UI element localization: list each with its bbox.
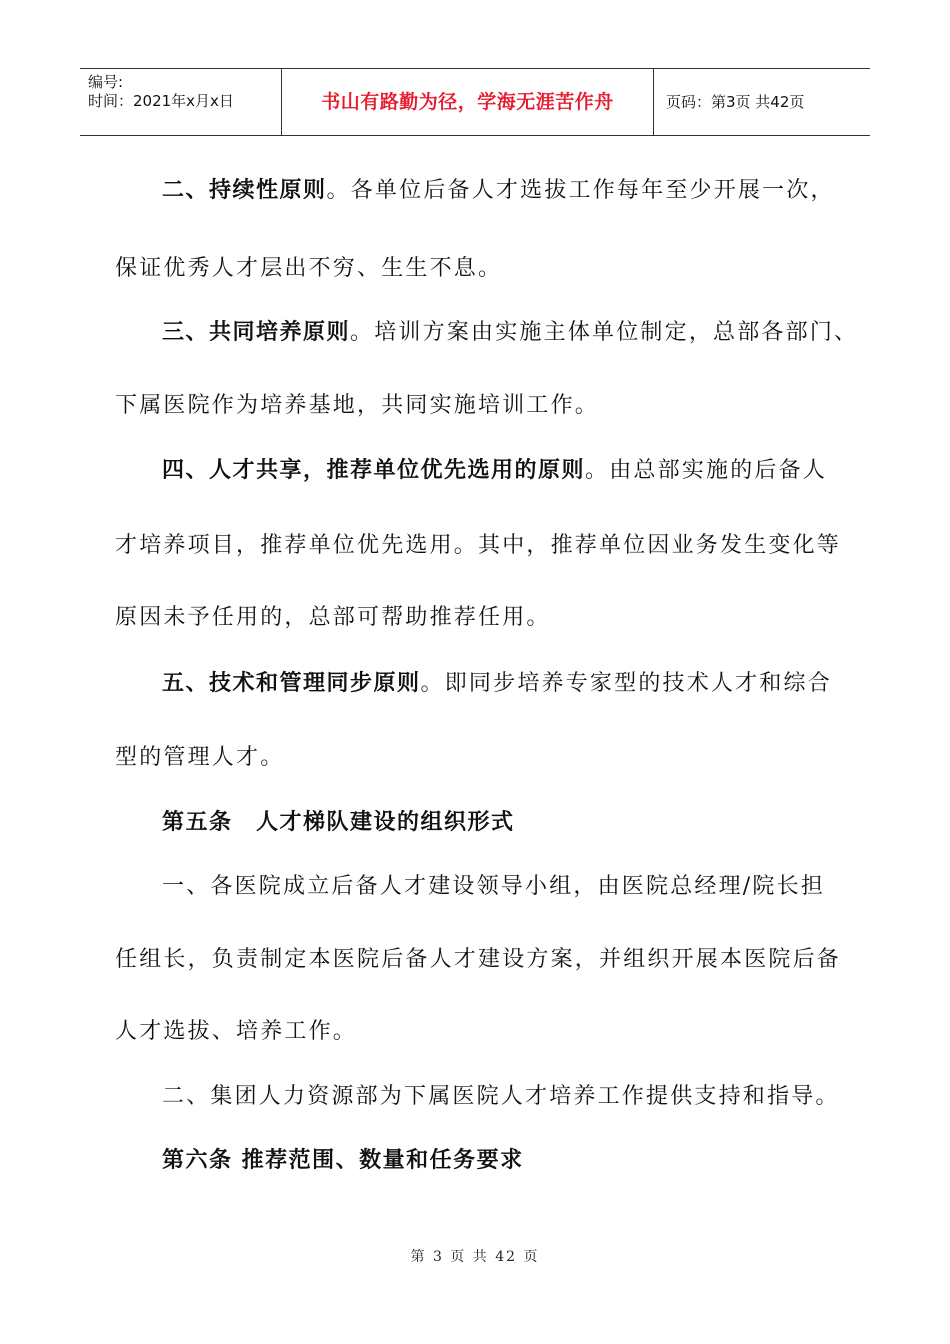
header-motto: 书山有路勤为径，学海无涯苦作舟 (282, 69, 654, 135)
article-5-title: 第五条 人才梯队建设的组织形式 (162, 810, 515, 835)
document-time-label: 时间：2021年x月x日 (88, 92, 234, 110)
paragraph-principle-5-line-2: 型的管理人才。 (115, 745, 285, 770)
document-header (80, 68, 870, 136)
principle-2-text: 。各单位后备人才选拔工作每年至少开展一次， (326, 178, 835, 203)
article-5-item-1-line-3: 人才选拔、培养工作。 (115, 1019, 358, 1044)
principle-3-text: 。培训方案由实施主体单位制定，总部各部门、 (350, 320, 859, 345)
paragraph-principle-4-line-1 (162, 456, 827, 486)
article-6-title: 第六条 推荐范围、数量和任务要求 (162, 1148, 524, 1173)
paragraph-principle-2-line-1 (162, 176, 835, 206)
article-5-item-1-line-2: 任组长，负责制定本医院后备人才建设方案，并组织开展本医院后备 (115, 947, 842, 972)
principle-3-heading: 三、共同培养原则 (162, 320, 351, 345)
page-footer: 第 3 页 共 42 页 (410, 1249, 540, 1265)
paragraph-principle-4-line-2: 才培养项目，推荐单位优先选用。其中，推荐单位因业务发生变化等 (115, 533, 842, 558)
article-5-item-1-line-1: 一、各医院成立后备人才建设领导小组，由医院总经理/院长担 (162, 874, 826, 899)
paragraph-principle-2-line-2: 保证优秀人才层出不穷、生生不息。 (115, 256, 503, 281)
paragraph-principle-5-line-1 (162, 669, 832, 699)
principle-5-text: 。即同步培养专家型的技术人才和综合 (420, 671, 832, 696)
principle-4-heading: 四、人才共享，推荐单位优先选用的原则 (162, 458, 586, 483)
header-page-info: 页码：第3页 共42页 (666, 93, 805, 111)
principle-2-heading: 二、持续性原则 (162, 178, 327, 203)
header-meta (80, 69, 282, 135)
article-5-item-2: 二、集团人力资源部为下属医院人才培养工作提供支持和指导。 (162, 1084, 840, 1109)
principle-5-heading: 五、技术和管理同步原则 (162, 671, 421, 696)
principle-4-text: 。由总部实施的后备人 (585, 458, 828, 483)
paragraph-principle-3-line-2: 下属医院作为培养基地，共同实施培训工作。 (115, 393, 600, 418)
document-number-label: 编号: (88, 73, 124, 91)
paragraph-principle-4-line-3: 原因未予任用的，总部可帮助推荐任用。 (115, 605, 551, 630)
paragraph-principle-3-line-1 (162, 318, 858, 348)
